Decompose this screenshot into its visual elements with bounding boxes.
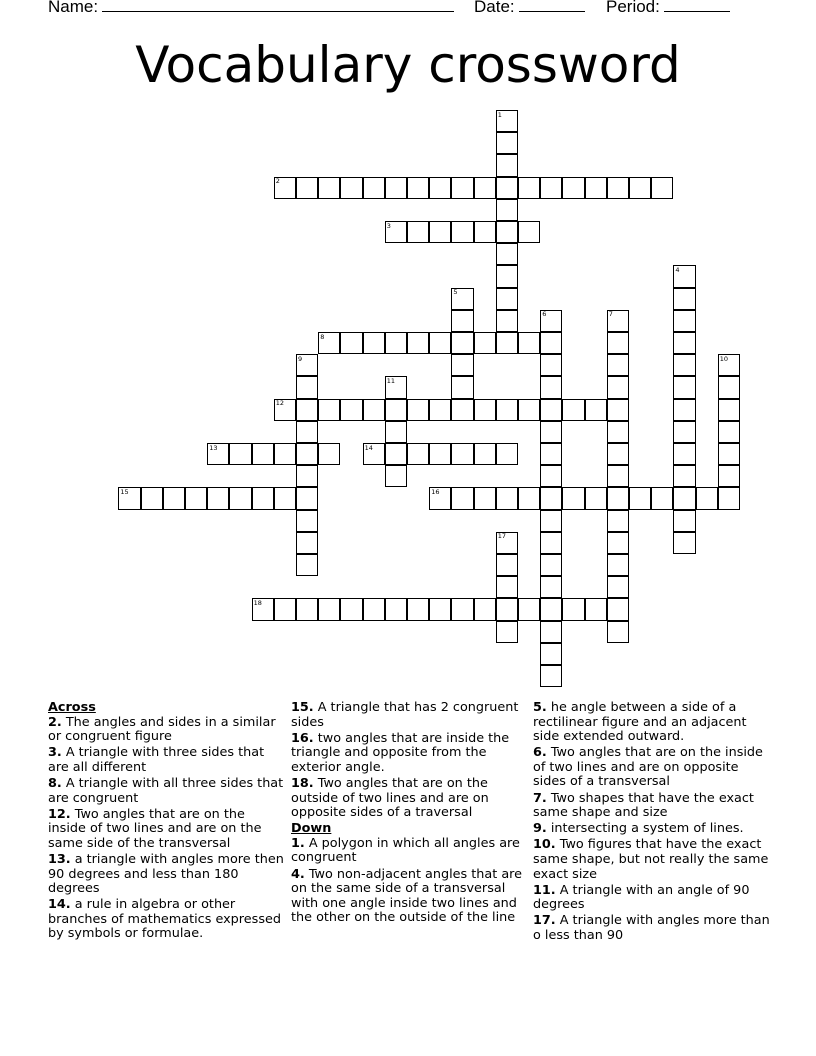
crossword-cell[interactable] xyxy=(496,243,518,265)
crossword-cell[interactable] xyxy=(540,487,562,509)
crossword-cell[interactable] xyxy=(385,598,407,620)
crossword-cell[interactable] xyxy=(340,332,362,354)
crossword-cell[interactable] xyxy=(385,421,407,443)
clue-text: A triangle that has 2 congruent sides xyxy=(291,700,519,730)
clue-number-8: 8 xyxy=(320,332,325,341)
crossword-cell[interactable] xyxy=(496,621,518,643)
clue-number-16: 16 xyxy=(431,487,440,496)
crossword-cell[interactable] xyxy=(518,332,540,354)
across-clue-list-continued xyxy=(291,701,529,821)
crossword-cell[interactable] xyxy=(363,177,385,199)
clue-text: Two shapes that have the exact same shape and size xyxy=(533,790,754,821)
clue-number-15: 15 xyxy=(120,487,129,496)
clue-text: Two figures that have the exact same shape, but not really the same exact size xyxy=(533,837,769,882)
clue-number: 4. xyxy=(291,866,305,882)
crossword-cell[interactable] xyxy=(496,576,518,598)
crossword-cell[interactable] xyxy=(673,443,695,465)
crossword-cell[interactable] xyxy=(496,554,518,576)
crossword-cell[interactable] xyxy=(607,576,629,598)
clue-number-2: 2 xyxy=(275,177,280,186)
clue-number: 7. xyxy=(533,790,547,806)
clue-number: 13. xyxy=(48,851,71,867)
crossword-cell[interactable] xyxy=(673,399,695,421)
across-clue xyxy=(48,898,286,942)
down-clue xyxy=(533,838,771,882)
crossword-cell[interactable] xyxy=(385,465,407,487)
crossword-cell[interactable] xyxy=(296,421,318,443)
crossword-cell[interactable] xyxy=(318,177,340,199)
crossword-cell[interactable] xyxy=(274,487,296,509)
crossword-cell[interactable] xyxy=(651,487,673,509)
crossword-cell[interactable] xyxy=(451,310,473,332)
crossword-cell[interactable] xyxy=(540,510,562,532)
clue-number: 16. xyxy=(291,730,314,746)
across-clue xyxy=(48,746,286,775)
crossword-cell[interactable] xyxy=(385,332,407,354)
down-clue xyxy=(533,822,771,837)
crossword-cell[interactable] xyxy=(540,598,562,620)
clue-number-18: 18 xyxy=(253,598,262,607)
date-label: Date: xyxy=(474,0,515,16)
crossword-cell[interactable] xyxy=(673,510,695,532)
crossword-cell[interactable] xyxy=(474,487,496,509)
period-label: Period: xyxy=(606,0,660,16)
crossword-cell[interactable] xyxy=(696,487,718,509)
crossword-cell[interactable] xyxy=(363,332,385,354)
crossword-cell[interactable] xyxy=(363,399,385,421)
crossword-cell[interactable] xyxy=(607,510,629,532)
crossword-cell[interactable] xyxy=(296,443,318,465)
crossword-cell[interactable] xyxy=(496,177,518,199)
clue-text: Two angles that are on the inside of two lines and are on opposite sides of a transversal xyxy=(533,745,763,790)
down-heading: Down xyxy=(291,821,332,837)
crossword-cell[interactable] xyxy=(518,487,540,509)
clue-number-1: 1 xyxy=(497,110,502,119)
crossword-cell[interactable] xyxy=(340,598,362,620)
crossword-cell[interactable] xyxy=(407,221,429,243)
crossword-cell[interactable] xyxy=(451,177,473,199)
across-clue xyxy=(48,853,286,897)
clue-text: A triangle with three sides that are all different xyxy=(48,745,265,775)
crossword-cell[interactable] xyxy=(607,421,629,443)
crossword-cell[interactable] xyxy=(496,154,518,176)
crossword-cell[interactable] xyxy=(451,598,473,620)
crossword-cell[interactable] xyxy=(429,332,451,354)
across-heading: Across xyxy=(48,700,96,715)
clue-number-13: 13 xyxy=(209,443,218,452)
crossword-cell[interactable] xyxy=(363,598,385,620)
crossword-cell[interactable] xyxy=(429,177,451,199)
crossword-cell[interactable] xyxy=(407,177,429,199)
crossword-cell[interactable] xyxy=(429,598,451,620)
crossword-cell[interactable] xyxy=(207,487,229,509)
crossword-cell[interactable] xyxy=(540,354,562,376)
crossword-cell[interactable] xyxy=(518,221,540,243)
crossword-cell[interactable] xyxy=(340,177,362,199)
clue-number: 14. xyxy=(48,897,71,913)
crossword-cell[interactable] xyxy=(229,487,251,509)
clue-number-12: 12 xyxy=(275,399,285,408)
crossword-cell[interactable] xyxy=(451,376,473,398)
clue-number-4: 4 xyxy=(675,265,680,274)
clue-number: 17. xyxy=(533,913,556,929)
crossword-cell[interactable] xyxy=(274,443,296,465)
crossword-cell[interactable] xyxy=(607,554,629,576)
crossword-cell[interactable] xyxy=(496,487,518,509)
clue-text: Two angles that are on the outside of two lines and are on opposite sides of a traversal xyxy=(291,775,489,821)
crossword-cell[interactable] xyxy=(673,465,695,487)
clue-text: a triangle with angles more then 90 degrees and less than 180 degrees xyxy=(48,851,284,897)
crossword-cell[interactable] xyxy=(718,487,740,509)
crossword-cell[interactable] xyxy=(607,532,629,554)
crossword-cell[interactable] xyxy=(407,399,429,421)
crossword-cell[interactable] xyxy=(474,598,496,620)
crossword-cell[interactable] xyxy=(451,487,473,509)
crossword-cell[interactable] xyxy=(540,421,562,443)
crossword-cell[interactable] xyxy=(474,399,496,421)
down-clue xyxy=(533,746,771,790)
crossword-cell[interactable] xyxy=(474,221,496,243)
clue-number-6: 6 xyxy=(542,310,547,319)
crossword-cell[interactable] xyxy=(163,487,185,509)
crossword-cell[interactable] xyxy=(585,598,607,620)
crossword-cell[interactable] xyxy=(673,332,695,354)
crossword-cell[interactable] xyxy=(673,310,695,332)
crossword-cell[interactable] xyxy=(518,177,540,199)
crossword-cell[interactable] xyxy=(673,487,695,509)
crossword-cell[interactable] xyxy=(673,532,695,554)
crossword-cell[interactable] xyxy=(629,487,651,509)
crossword-cell[interactable] xyxy=(607,399,629,421)
down-clue-list xyxy=(291,837,529,926)
crossword-cell[interactable] xyxy=(451,221,473,243)
crossword-cell[interactable] xyxy=(318,598,340,620)
crossword-cell[interactable] xyxy=(318,399,340,421)
clue-number: 6. xyxy=(533,745,547,761)
crossword-cell[interactable] xyxy=(718,421,740,443)
crossword-cell[interactable] xyxy=(496,199,518,221)
crossword-cell[interactable] xyxy=(540,621,562,643)
clue-number-3: 3 xyxy=(386,221,391,230)
crossword-cell[interactable] xyxy=(296,376,318,398)
crossword-cell[interactable] xyxy=(429,399,451,421)
across-clue xyxy=(48,716,286,745)
down-clue xyxy=(291,837,529,866)
crossword-cell[interactable] xyxy=(296,399,318,421)
crossword-cell[interactable] xyxy=(496,265,518,287)
crossword-cell[interactable] xyxy=(451,399,473,421)
clue-number-5: 5 xyxy=(453,288,458,297)
across-clue xyxy=(291,777,529,821)
clue-text: Two non-adjacent angles that are on the same side of a transversal with one angle inside two lines and the other on the outside of the line xyxy=(291,866,523,926)
crossword-cell[interactable] xyxy=(607,332,629,354)
page-title: Vocabulary crossword xyxy=(135,36,681,94)
crossword-cell[interactable] xyxy=(407,598,429,620)
crossword-cell[interactable] xyxy=(429,221,451,243)
crossword-cell[interactable] xyxy=(607,177,629,199)
crossword-cell[interactable] xyxy=(496,332,518,354)
clues-column-1 xyxy=(48,701,286,944)
crossword-cell[interactable] xyxy=(296,510,318,532)
crossword-cell[interactable] xyxy=(518,598,540,620)
crossword-cell[interactable] xyxy=(252,487,274,509)
clue-text: two angles that are inside the triangle and opposite from the exterior angle. xyxy=(291,730,510,775)
clue-number: 10. xyxy=(533,837,556,853)
crossword-cell[interactable] xyxy=(585,487,607,509)
crossword-cell[interactable] xyxy=(673,354,695,376)
clue-number-9: 9 xyxy=(298,354,303,363)
crossword-cell[interactable] xyxy=(296,554,318,576)
crossword-cell[interactable] xyxy=(540,399,562,421)
clue-text: Two angles that are on the inside of two lines and are on the same side of the transversal xyxy=(48,806,262,851)
crossword-cell[interactable] xyxy=(296,465,318,487)
crossword-cell[interactable] xyxy=(340,399,362,421)
crossword-cell[interactable] xyxy=(496,443,518,465)
crossword-cell[interactable] xyxy=(607,376,629,398)
clue-number-14: 14 xyxy=(364,443,373,452)
crossword-cell[interactable] xyxy=(673,288,695,310)
crossword-cell[interactable] xyxy=(229,443,251,465)
crossword-cell[interactable] xyxy=(607,354,629,376)
clue-text: The angles and sides in a similar or congruent figure xyxy=(48,714,276,745)
crossword-cell[interactable] xyxy=(540,576,562,598)
crossword-cell[interactable] xyxy=(474,443,496,465)
crossword-cell[interactable] xyxy=(607,487,629,509)
crossword-cell[interactable] xyxy=(562,399,584,421)
clue-number-11: 11 xyxy=(386,376,396,385)
clue-number: 18. xyxy=(291,775,314,791)
clue-text: A triangle with an angle of 90 degrees xyxy=(533,882,750,913)
crossword-cell[interactable] xyxy=(496,288,518,310)
crossword-cell[interactable] xyxy=(540,665,562,687)
crossword-cell[interactable] xyxy=(673,376,695,398)
crossword-cell[interactable] xyxy=(407,332,429,354)
crossword-cell[interactable] xyxy=(496,132,518,154)
crossword-cell[interactable] xyxy=(185,487,207,509)
crossword-cell[interactable] xyxy=(518,399,540,421)
crossword-cell[interactable] xyxy=(451,443,473,465)
crossword-cell[interactable] xyxy=(296,487,318,509)
down-clue xyxy=(533,792,771,821)
crossword-cell[interactable] xyxy=(540,376,562,398)
crossword-cell[interactable] xyxy=(540,177,562,199)
across-clue xyxy=(291,701,529,730)
crossword-cell[interactable] xyxy=(496,310,518,332)
clue-number: 8. xyxy=(48,775,62,791)
crossword-cell[interactable] xyxy=(296,532,318,554)
crossword-cell[interactable] xyxy=(252,443,274,465)
clues-column-2 xyxy=(291,701,529,927)
across-clue xyxy=(48,808,286,852)
crossword-cell[interactable] xyxy=(562,598,584,620)
down-clue xyxy=(533,884,771,913)
crossword-cell[interactable] xyxy=(496,399,518,421)
clue-number-17: 17 xyxy=(497,532,507,541)
crossword-cell[interactable] xyxy=(540,332,562,354)
crossword-cell[interactable] xyxy=(629,177,651,199)
down-clue xyxy=(533,701,771,745)
crossword-cell[interactable] xyxy=(429,443,451,465)
crossword-cell[interactable] xyxy=(496,598,518,620)
across-clue xyxy=(48,777,286,806)
crossword-cell[interactable] xyxy=(318,443,340,465)
clue-text: A triangle with angles more than o less than 90 xyxy=(533,913,770,943)
crossword-cell[interactable] xyxy=(385,443,407,465)
down-clue-list-continued xyxy=(533,701,771,944)
crossword-cell[interactable] xyxy=(407,443,429,465)
crossword-cell[interactable] xyxy=(474,177,496,199)
crossword-cell[interactable] xyxy=(718,465,740,487)
crossword-cell[interactable] xyxy=(141,487,163,509)
across-clue xyxy=(291,732,529,776)
crossword-cell[interactable] xyxy=(540,465,562,487)
clue-text: intersecting a system of lines. xyxy=(546,821,744,837)
crossword-cell[interactable] xyxy=(474,332,496,354)
crossword-cell[interactable] xyxy=(496,221,518,243)
crossword-cell[interactable] xyxy=(296,598,318,620)
down-clue xyxy=(533,914,771,943)
crossword-cell[interactable] xyxy=(385,177,407,199)
crossword-cell[interactable] xyxy=(607,443,629,465)
clue-number-7: 7 xyxy=(608,310,613,319)
crossword-cell[interactable] xyxy=(540,443,562,465)
clue-number: 11. xyxy=(533,882,556,898)
crossword-cell[interactable] xyxy=(451,354,473,376)
clue-number: 12. xyxy=(48,806,71,822)
crossword-cell[interactable] xyxy=(673,421,695,443)
crossword-cell[interactable] xyxy=(585,399,607,421)
clues-column-3 xyxy=(533,701,771,945)
clue-number: 5. xyxy=(533,700,547,715)
crossword-cell[interactable] xyxy=(540,554,562,576)
down-clue xyxy=(291,868,529,926)
crossword-cell[interactable] xyxy=(607,598,629,620)
crossword-cell[interactable] xyxy=(540,532,562,554)
clue-text: he angle between a side of a rectilinear figure and an adjacent side extended outward. xyxy=(533,700,747,745)
crossword-cell[interactable] xyxy=(540,643,562,665)
crossword-cell[interactable] xyxy=(562,487,584,509)
crossword-cell[interactable] xyxy=(718,443,740,465)
crossword-cell[interactable] xyxy=(607,621,629,643)
clue-text: A polygon in which all angles are congruent xyxy=(291,835,520,866)
crossword-cell[interactable] xyxy=(562,177,584,199)
crossword-cell[interactable] xyxy=(451,332,473,354)
crossword-cell[interactable] xyxy=(274,598,296,620)
across-clue-list xyxy=(48,716,286,942)
crossword-cell[interactable] xyxy=(296,177,318,199)
clue-number: 2. xyxy=(48,714,62,730)
clue-number: 9. xyxy=(533,821,547,837)
crossword-cell[interactable] xyxy=(385,399,407,421)
crossword-cell[interactable] xyxy=(585,177,607,199)
clue-text: a rule in algebra or other branches of mathematics expressed by symbols or formulae. xyxy=(48,897,281,942)
crossword-cell[interactable] xyxy=(718,399,740,421)
clue-number-10: 10 xyxy=(719,354,729,363)
clue-number: 1. xyxy=(291,835,305,851)
crossword-cell[interactable] xyxy=(607,465,629,487)
crossword-cell[interactable] xyxy=(651,177,673,199)
clue-text: A triangle with all three sides that are congruent xyxy=(48,775,284,806)
crossword-cell[interactable] xyxy=(718,376,740,398)
clue-number: 15. xyxy=(291,700,314,715)
name-label: Name: xyxy=(48,0,99,16)
clue-number: 3. xyxy=(48,745,62,761)
